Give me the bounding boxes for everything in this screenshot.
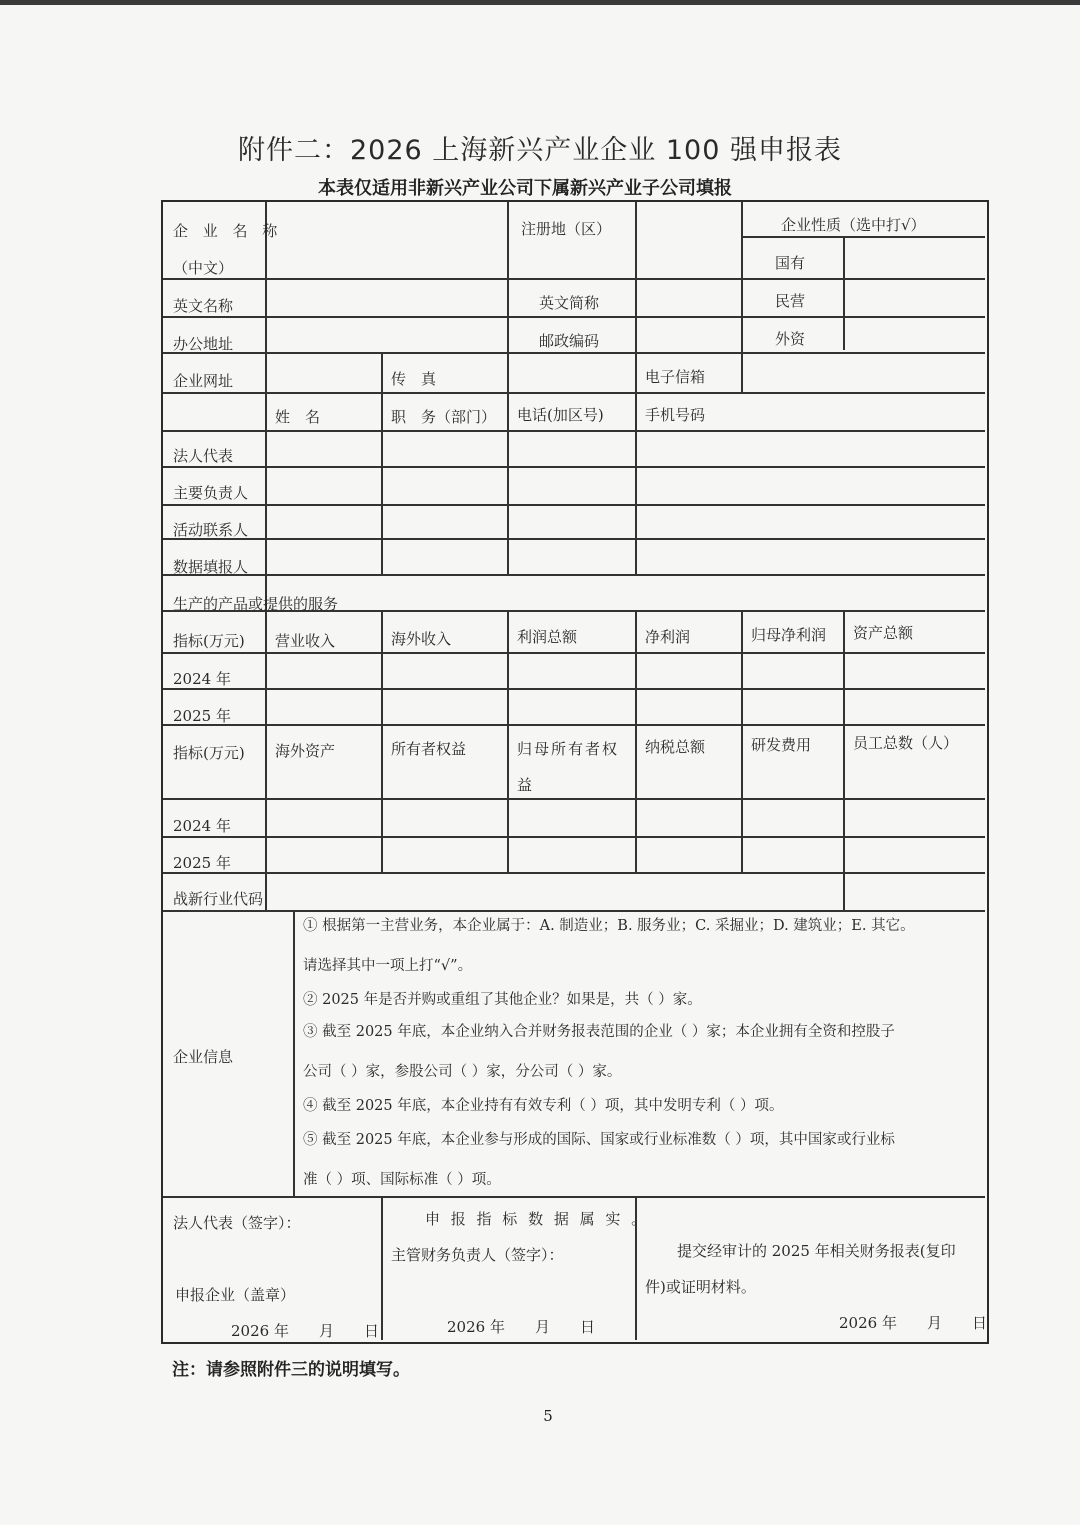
sign-date-1: 2026 年 月 日 — [231, 1322, 379, 1340]
col-header-revenue: 营业收入 — [275, 632, 336, 650]
col-header-overseas-revenue: 海外收入 — [391, 630, 452, 648]
grid-line — [843, 872, 845, 910]
grid-line — [163, 798, 985, 800]
grid-line — [265, 202, 267, 910]
label-nature-foreign: 外资 — [775, 330, 806, 348]
label-postal-code: 邮政编码 — [539, 332, 600, 350]
row-label-data-filler: 数据填报人 — [173, 558, 249, 576]
company-seal: 申报企业（盖章） — [175, 1286, 296, 1304]
application-form-table — [161, 200, 989, 1344]
grid-line — [163, 278, 985, 280]
label-english-abbr: 英文简称 — [539, 294, 600, 312]
row-label-legal-rep: 法人代表 — [173, 447, 234, 465]
grid-line — [163, 652, 985, 654]
label-nature-state: 国有 — [775, 254, 806, 272]
label-website: 企业网址 — [173, 372, 234, 390]
col-header-parent-equity-cont: 益 — [517, 776, 533, 794]
col-header-position: 职 务（部门） — [391, 408, 497, 426]
row-label-2024-b: 2024 年 — [173, 817, 231, 835]
col-header-owner-equity: 所有者权益 — [391, 740, 467, 758]
label-company-info: 企业信息 — [173, 1048, 234, 1066]
col-header-parent-net-profit: 归母净利润 — [751, 626, 827, 644]
page-number: 5 — [543, 1407, 553, 1425]
data-truth-statement: 申 报 指 标 数 据 属 实 。 — [425, 1210, 650, 1228]
info-line-7: ⑤ 截至 2025 年底，本企业参与形成的国际、国家或行业标准数（ ）项，其中国家或行业标 — [303, 1132, 895, 1148]
grid-line — [507, 610, 509, 874]
label-english-name: 英文名称 — [173, 297, 234, 315]
row-label-2025-a: 2025 年 — [173, 707, 231, 725]
grid-line — [163, 724, 985, 726]
label-indicator-1: 指标(万元) — [173, 632, 245, 650]
row-label-2025-b: 2025 年 — [173, 854, 231, 872]
col-header-name: 姓 名 — [275, 408, 321, 426]
col-header-employees: 员工总数（人） — [853, 734, 959, 752]
col-header-rd-expense: 研发费用 — [751, 736, 812, 754]
row-label-main-head: 主要负责人 — [173, 484, 249, 502]
grid-line — [163, 910, 985, 912]
label-company-name: 企 业 名 称 — [173, 222, 283, 240]
label-nature-header: 企业性质（选中打√） — [781, 216, 926, 234]
info-line-8: 准（ ）项、国际标准（ ）项。 — [303, 1172, 501, 1188]
row-label-2024-a: 2024 年 — [173, 670, 231, 688]
info-line-6: ④ 截至 2025 年底，本企业持有有效专利（ ）项，其中发明专利（ ）项。 — [303, 1098, 784, 1114]
col-header-total-profit: 利润总额 — [517, 628, 578, 646]
info-line-1: ① 根据第一主营业务，本企业属于：A. 制造业；B. 服务业；C. 采掘业；D. 建筑业；E. 其它。 — [303, 918, 915, 934]
grid-line — [635, 202, 637, 574]
grid-line — [163, 688, 985, 690]
label-email: 电子信箱 — [645, 368, 706, 386]
grid-line — [741, 202, 743, 392]
footnote: 注：请参照附件三的说明填写。 — [172, 1360, 410, 1380]
grid-line — [163, 836, 985, 838]
grid-line — [163, 392, 985, 394]
grid-line — [843, 610, 845, 874]
grid-line — [381, 352, 383, 574]
info-line-5: 公司（ ）家，参股公司（ ）家，分公司（ ）家。 — [303, 1064, 622, 1080]
col-header-phone: 电话(加区号) — [517, 406, 604, 424]
label-industry-code: 战新行业代码 — [173, 890, 264, 908]
sign-date-2: 2026 年 月 日 — [447, 1318, 595, 1336]
audit-materials-line-2: 件)或证明材料。 — [645, 1278, 756, 1296]
label-company-name-cn: （中文） — [173, 259, 234, 277]
col-header-tax-total: 纳税总额 — [645, 738, 706, 756]
col-header-parent-equity: 归母所有者权 — [517, 740, 620, 758]
col-header-mobile: 手机号码 — [645, 406, 706, 424]
col-header-total-assets: 资产总额 — [853, 624, 914, 642]
grid-line — [163, 1196, 985, 1198]
grid-line — [163, 872, 985, 874]
audit-materials-line-1: 提交经审计的 2025 年相关财务报表(复印 — [677, 1242, 956, 1260]
label-registered-place: 注册地（区） — [521, 220, 612, 238]
grid-line — [163, 574, 985, 576]
label-fax: 传 真 — [391, 370, 437, 388]
grid-line — [507, 202, 509, 574]
col-header-net-profit: 净利润 — [645, 628, 691, 646]
grid-line — [843, 236, 845, 350]
grid-line — [163, 466, 985, 468]
label-indicator-2: 指标(万元) — [173, 744, 245, 762]
grid-line — [381, 1196, 383, 1340]
info-line-4: ③ 截至 2025 年底，本企业纳入合并财务报表范围的企业（ ）家；本企业拥有全资和控股子 — [303, 1024, 895, 1040]
grid-line — [163, 504, 985, 506]
scan-top-edge — [0, 0, 1080, 5]
label-products: 生产的产品或提供的服务 — [173, 595, 339, 613]
page-title: 附件二：2026 上海新兴产业企业 100 强申报表 — [238, 135, 842, 166]
grid-line — [741, 236, 985, 238]
label-office-address: 办公地址 — [173, 335, 234, 353]
grid-line — [741, 610, 743, 874]
col-header-overseas-assets: 海外资产 — [275, 742, 336, 760]
grid-line — [381, 610, 383, 874]
page-subtitle: 本表仅适用非新兴产业公司下属新兴产业子公司填报 — [318, 178, 732, 199]
grid-line — [163, 352, 985, 354]
info-line-2: 请选择其中一项上打“√”。 — [303, 958, 473, 974]
grid-line — [635, 610, 637, 874]
legal-rep-signature: 法人代表（签字）： — [173, 1214, 301, 1232]
grid-line — [163, 538, 985, 540]
grid-line — [163, 430, 985, 432]
info-line-3: ② 2025 年是否并购或重组了其他企业？如果是，共（ ）家。 — [303, 992, 702, 1008]
grid-line — [163, 316, 985, 318]
finance-head-signature: 主管财务负责人（签字）： — [391, 1246, 564, 1264]
row-label-activity-contact: 活动联系人 — [173, 521, 249, 539]
label-nature-private: 民营 — [775, 292, 806, 310]
sign-date-3: 2026 年 月 日 — [839, 1314, 987, 1332]
grid-line — [293, 910, 295, 1196]
